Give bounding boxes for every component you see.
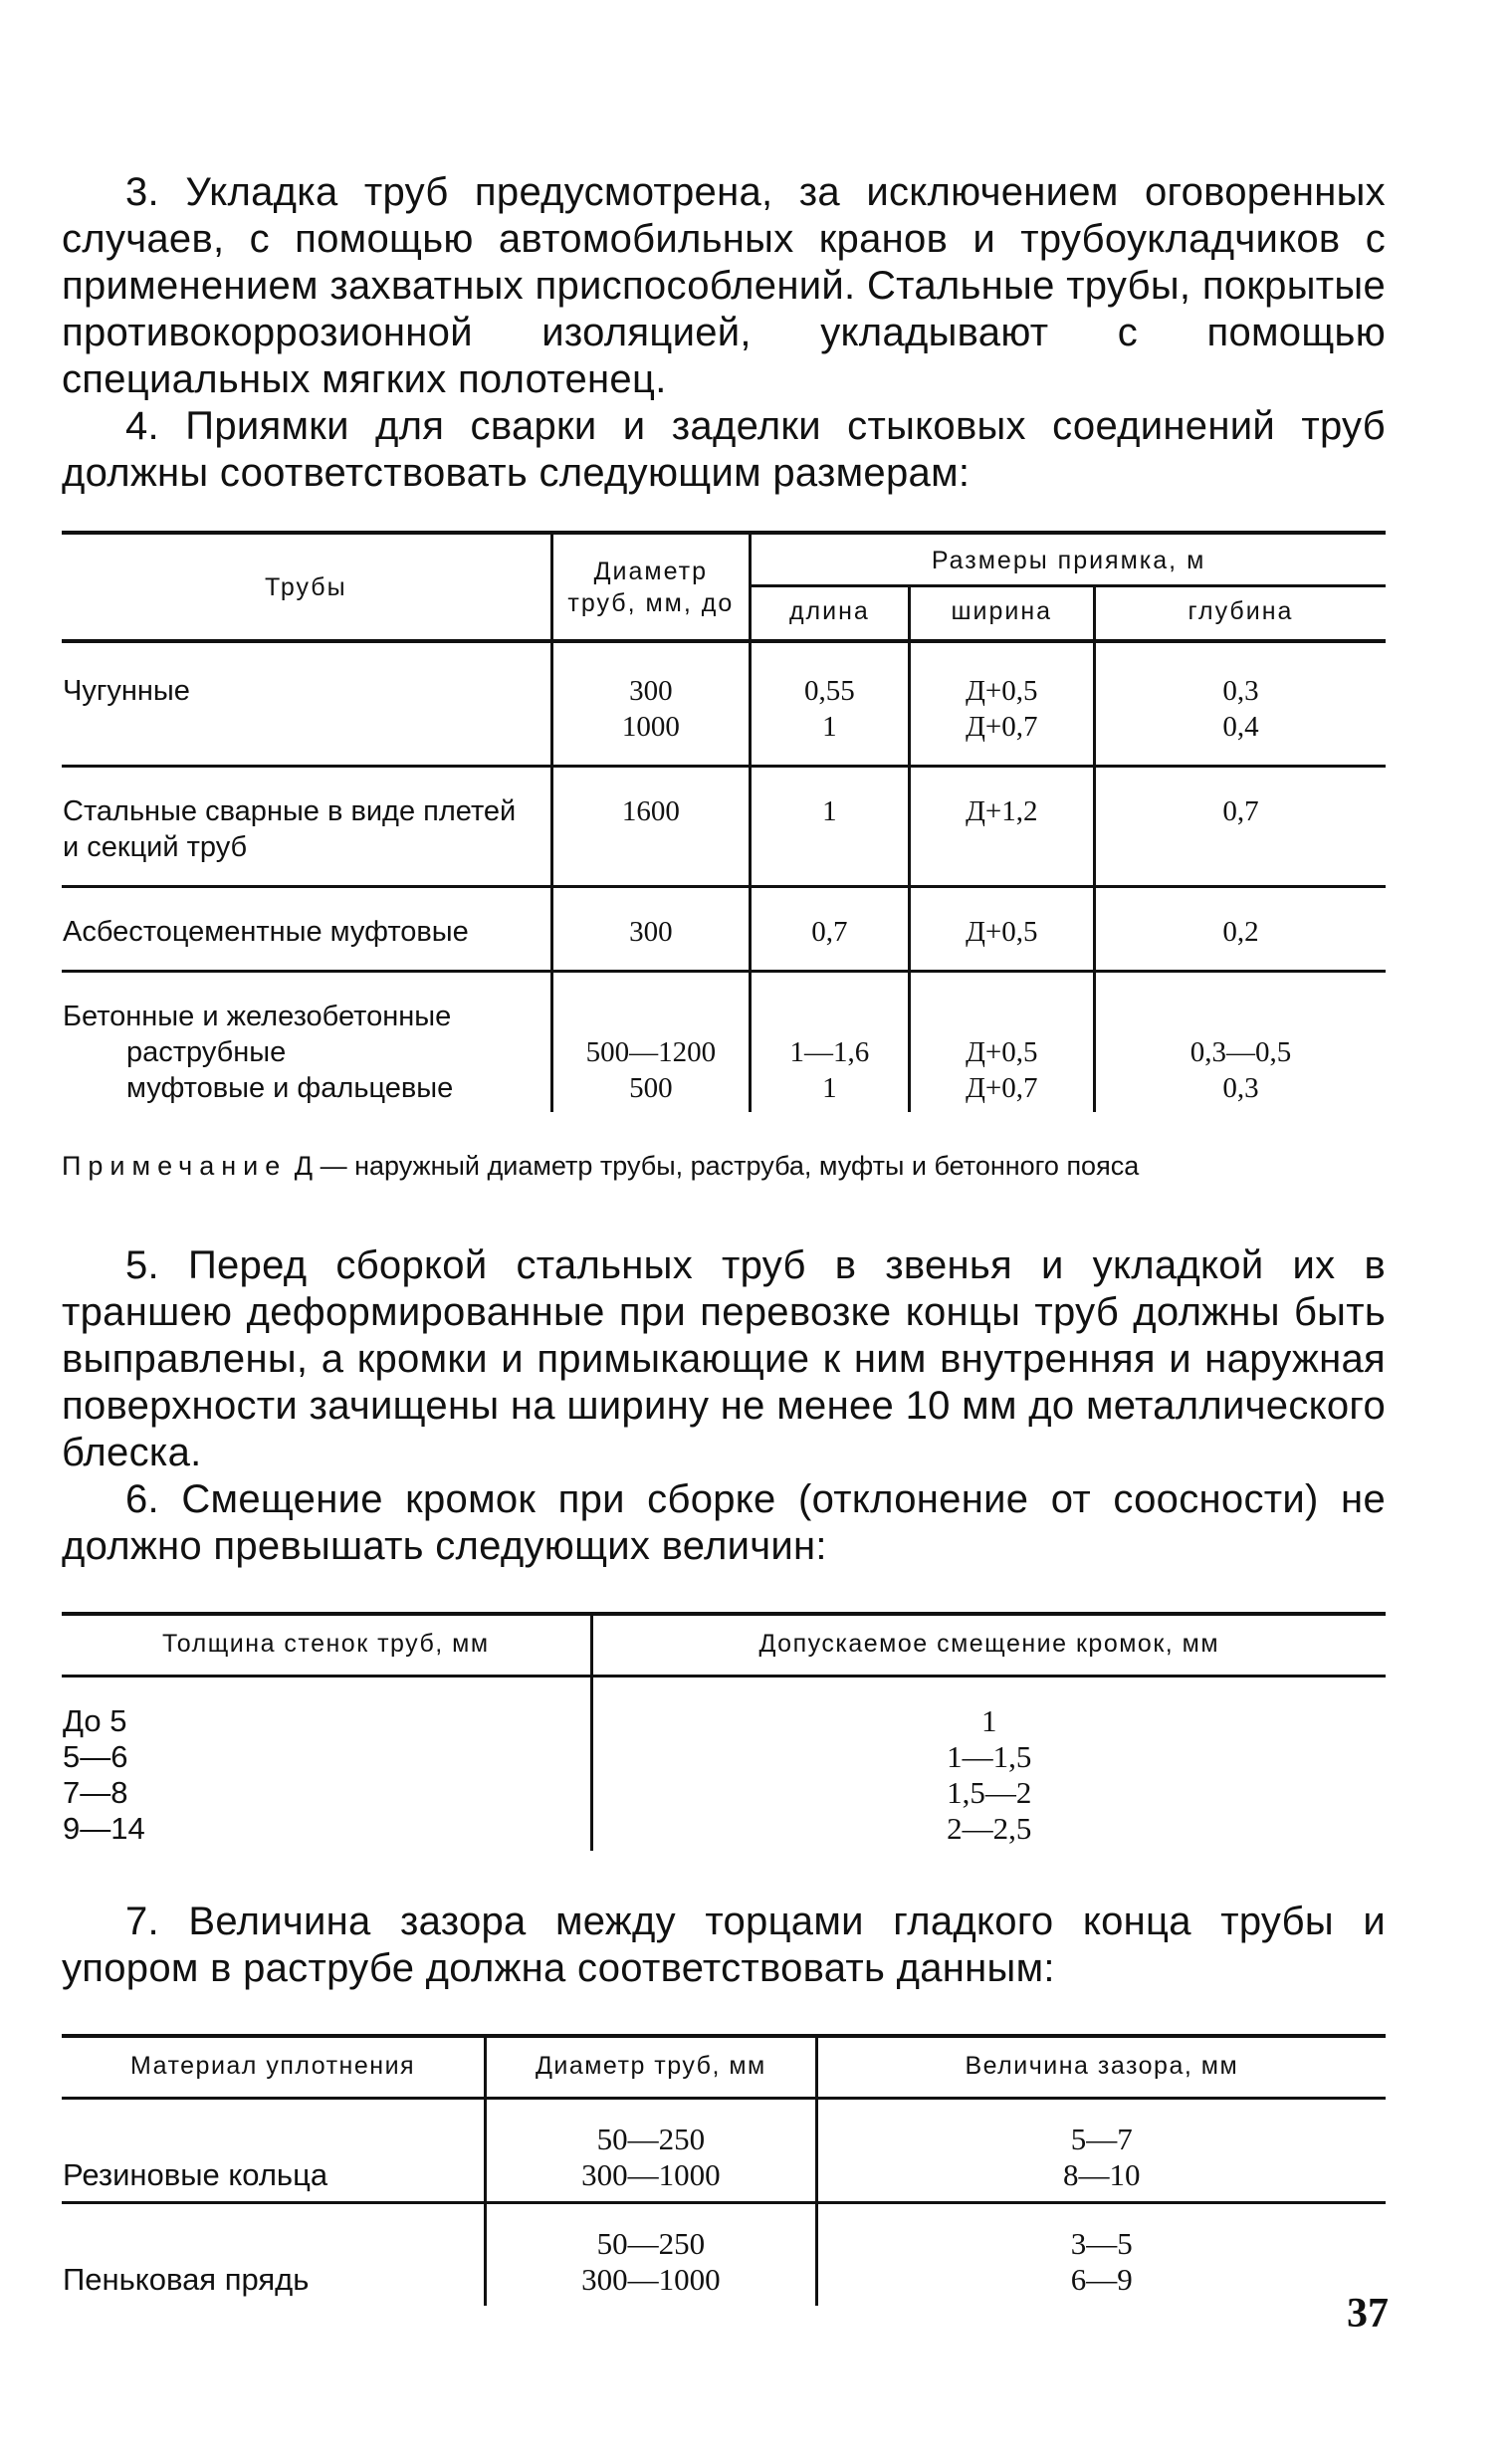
table-row xyxy=(62,643,1386,767)
gap-cell: 3—5 6—9 xyxy=(816,2203,1386,2307)
material-cell: Резиновые кольца xyxy=(63,2157,328,2192)
depth-cell: 0,3 0,4 xyxy=(1094,643,1386,767)
paragraph-4: 4. Приямки для сварки и заделки стыковых соединений труб должны соответствовать следующим размерам: xyxy=(62,404,1386,495)
pipe-cell: Асбестоцементные муфтовые xyxy=(62,887,551,972)
table-row xyxy=(62,887,1386,972)
table-row xyxy=(62,2099,1386,2203)
thickness-cell: До 5 5—6 7—8 9—14 xyxy=(63,1703,145,1846)
table-row xyxy=(62,972,1386,1113)
diameter-cell: 1600 xyxy=(551,767,751,887)
width-cell: Д+0,5 Д+0,7 xyxy=(909,643,1094,767)
document-page xyxy=(62,169,1386,2306)
header-length: длина xyxy=(751,586,910,642)
length-cell: 1—1,6 1 xyxy=(751,972,910,1113)
pipe-cell: Бетонные и железобетонные раструбные муфтовые и фальцевые xyxy=(62,972,551,1113)
depth-cell: 0,7 xyxy=(1094,767,1386,887)
edge-offset-table xyxy=(62,1612,1386,1851)
paragraph-7: 7. Величина зазора между торцами гладкого конца трубы и упором в раструбе должна соответствовать данным: xyxy=(62,1900,1386,1990)
note-label: Примечание xyxy=(62,1151,288,1181)
gap-table xyxy=(62,2034,1386,2306)
diameter-cell: 300 1000 xyxy=(551,643,751,767)
length-cell: 1 xyxy=(751,767,910,887)
table-row xyxy=(62,2203,1386,2307)
pipe-cell: Стальные сварные в виде плетей и секций труб xyxy=(62,767,551,887)
width-cell: Д+0,5 Д+0,7 xyxy=(909,972,1094,1113)
depth-cell: 0,3—0,5 0,3 xyxy=(1094,972,1386,1113)
header-pipes: Трубы xyxy=(265,572,347,601)
width-cell: Д+1,2 xyxy=(909,767,1094,887)
paragraph-5: 5. Перед сборкой стальных труб в звенья и укладкой их в траншею деформированные при перевозке концы труб должны быть выправлены, а кромки и примыкающие к ним внутренняя и наружная поверхности зачищены на ширину не менее 10 мм до металлического блеска. xyxy=(62,1243,1386,1474)
page-number: 37 xyxy=(1347,2291,1389,2337)
length-cell: 0,7 xyxy=(751,887,910,972)
header-gap: Величина зазора, мм xyxy=(816,2036,1386,2099)
material-cell: Пеньковая прядь xyxy=(62,2203,486,2307)
length-cell: 0,55 1 xyxy=(751,643,910,767)
diameter-cell: 300 xyxy=(551,887,751,972)
diameter-cell: 500—1200 500 xyxy=(551,972,751,1113)
width-cell: Д+0,5 xyxy=(909,887,1094,972)
offset-cell: 1 1—1,5 1,5—2 2—2,5 xyxy=(591,1677,1386,1852)
paragraph-3: 3. Укладка труб предусмотрена, за исключением оговоренных случаев, с помощью автомобильных кранов и трубоукладчиков с применением захватных приспособлений. Стальные трубы, покрытые противокоррозионной изоляцией, укладывают с помощью специальных мягких полотенец. xyxy=(62,170,1386,401)
table-row xyxy=(62,767,1386,887)
paragraph-6: 6. Смещение кромок при сборке (отклонение от соосности) не должно превышать следующих величин: xyxy=(62,1477,1386,1568)
header-material: Материал уплотнения xyxy=(62,2036,486,2099)
pipe-cell: Чугунные xyxy=(63,675,190,707)
header-offset: Допускаемое смещение кромок, мм xyxy=(591,1614,1386,1677)
table-row xyxy=(62,1677,1386,1852)
table-note xyxy=(62,1146,1386,1186)
gap-cell: 5—7 8—10 xyxy=(816,2099,1386,2203)
diameter-cell: 50—250 300—1000 xyxy=(486,2203,817,2307)
header-width: ширина xyxy=(909,586,1094,642)
note-text: Д — наружный диаметр трубы, раструба, муфты и бетонного пояса xyxy=(287,1151,1140,1181)
diameter-cell: 50—250 300—1000 xyxy=(486,2099,817,2203)
header-thickness: Толщина стенок труб, мм xyxy=(62,1614,591,1677)
depth-cell: 0,2 xyxy=(1094,887,1386,972)
pit-sizes-table xyxy=(62,531,1386,1112)
header-diameter: Диаметр труб, мм xyxy=(486,2036,817,2099)
header-diameter: Диаметр труб, мм, до xyxy=(551,533,751,641)
header-depth: глубина xyxy=(1094,586,1386,642)
header-pit-sizes: Размеры приямка, м xyxy=(751,533,1386,586)
